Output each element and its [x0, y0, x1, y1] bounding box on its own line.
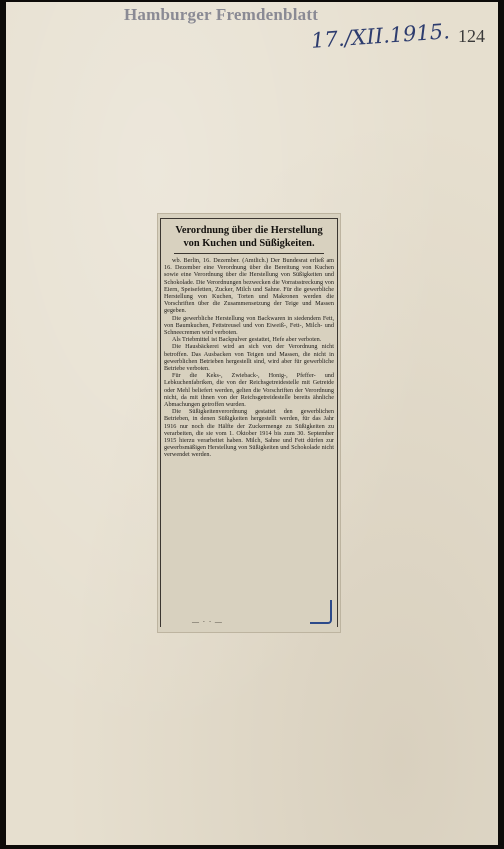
article-paragraph: wb. Berlin, 16. Dezember. (Amtlich.) Der Bundesrat erließ am 16. Dezember eine Verordnung über die Bereitung von Kuchen sowie eine Verordnung über die Herstellung von Süßigkeiten und Schokolade. Die Verordnungen bezwecken die Vorratsstreckung von Eiern, Speisefetten, Zucker, Milch und Sahne. Für die gewerbliche Herstellung von Kuchen, Torten und Makronen werden die Vorschriften über die Zusammensetzung der Teige und Massen gegeben. — [164, 257, 334, 315]
ink-bracket-mark — [310, 600, 332, 624]
article-paragraph: Als Triebmittel ist Backpulver gestattet, Hefe aber verboten. — [172, 336, 322, 344]
handwritten-date: 17./XII.1915. — [310, 19, 451, 53]
headline-line-1: Verordnung über die Herstellung — [175, 225, 323, 236]
clipping-headline — [164, 224, 334, 250]
article-paragraph: Für die Keks-, Zwieback-, Honig-, Pfeffer- und Lebkuchenfabriken, die von der Reichsgetreidestelle mit Getreide oder Mehl beliefert werden, gelten die Vorschriften der Verordnung nicht, da mit ihnen von der Reichsgetreidestelle bereits ähnliche Abmachungen getroffen wurden. — [164, 372, 334, 409]
newspaper-stamp: Hamburger Fremdenblatt — [124, 5, 319, 24]
article-body — [164, 257, 334, 459]
clipping-footer-fragment: — · · — — [192, 618, 223, 626]
article-paragraph: Die Hausbäckerei wird an sich von der Verordnung nicht betroffen. Das Ausbacken von Teigen und Massen, die nicht in gewerblichen Betrieben hergestellt sind, wird aber für gewerbliche Betriebe verboten. — [164, 343, 334, 373]
article-paragraph: Die gewerbliche Herstellung von Backwaren in siedendem Fett, von Baumkuchen, Fettstreusel und von Eiweiß-, Fett-, Milch- und Schneecremen wird verboten. — [164, 314, 334, 337]
archive-sheet — [6, 2, 498, 845]
headline-line-2: von Kuchen und Süßigkeiten. — [183, 238, 315, 249]
headline-rule — [174, 253, 324, 254]
newspaper-clipping — [158, 214, 340, 632]
page-number: 124 — [458, 26, 485, 46]
article-paragraph: Die Süßigkeitenverordnung gestattet den gewerblichen Betrieben, in denen Süßigkeiten hergestellt werden, für das Jahr 1916 nur noch die Hälfte der Zuckermenge zu Süßigkeiten zu verarbeiten, die sie vom 1. Oktober 1914 bis zum 30. September 1915 hierzu verarbeitet haben. Milch, Sahne und Fett dürfen zur gewerbsmäßigen Herstellung von Süßigkeiten und Schokolade nicht verwendet werden. — [164, 408, 334, 459]
